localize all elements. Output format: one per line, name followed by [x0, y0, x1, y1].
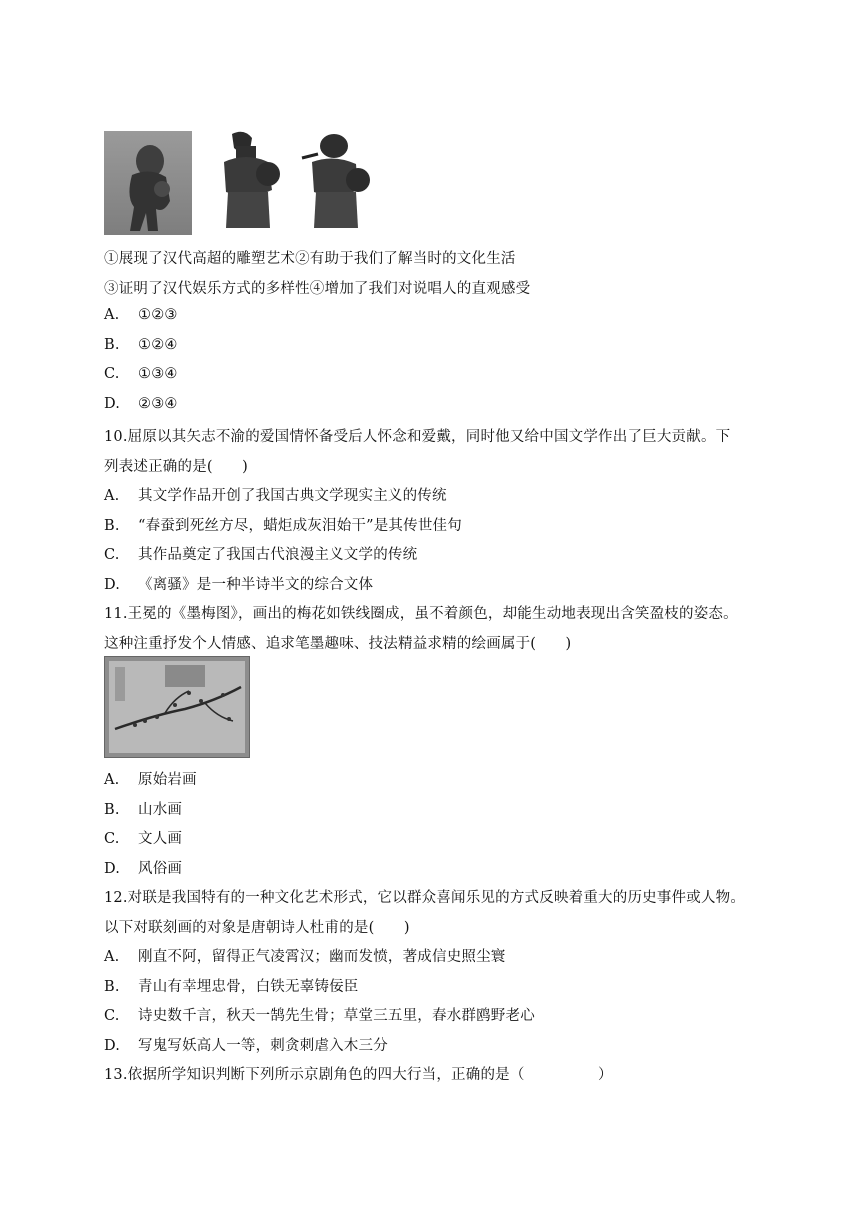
- q11-option-c[interactable]: [104, 827, 182, 848]
- option-label: C.: [104, 547, 120, 563]
- q11-option-a[interactable]: [104, 768, 197, 789]
- option-label: D.: [104, 861, 121, 877]
- option-label: B.: [104, 518, 120, 534]
- q12-stem-line1: 12.对联是我国特有的一种文化艺术形式，它以群众喜闻乐见的方式反映着重大的历史事件或人物。: [104, 890, 746, 906]
- q11-option-b[interactable]: [104, 798, 182, 819]
- option-text: 山水画: [138, 802, 183, 818]
- q13-stem-line1: 13.依据所学知识判断下列所示京剧角色的四大行当，正确的是（ ）: [104, 1067, 613, 1083]
- option-text: 其作品奠定了我国古代浪漫主义文学的传统: [138, 547, 418, 563]
- option-label: C.: [104, 366, 120, 382]
- option-text: ①②④: [138, 337, 178, 353]
- q12-option-d[interactable]: [104, 1034, 388, 1055]
- storyteller-statue-side: [210, 128, 284, 232]
- option-text: 青山有幸埋忠骨，白铁无辜铸佞臣: [138, 979, 359, 995]
- q12-option-c[interactable]: [104, 1004, 535, 1025]
- option-label: D.: [104, 396, 121, 412]
- option-text: 原始岩画: [138, 772, 197, 788]
- option-label: A.: [104, 772, 120, 788]
- q12-stem-line2: 以下对联刻画的对象是唐朝诗人杜甫的是( ): [104, 920, 410, 936]
- q9-option-a[interactable]: [104, 307, 178, 323]
- option-text: ②③④: [138, 396, 178, 412]
- option-text: 刚直不阿，留得正气凌霄汉；幽而发愤，著成信史照尘寰: [138, 949, 506, 965]
- option-text: 《离骚》是一种半诗半文的综合文体: [138, 577, 374, 593]
- q9-option-d[interactable]: [104, 396, 178, 412]
- q10-stem-line1: 10.屈原以其矢志不渝的爱国情怀备受后人怀念和爱戴，同时他又给中国文学作出了巨大贡献。下: [104, 429, 731, 445]
- q12-option-a[interactable]: [104, 945, 506, 966]
- option-text: 风俗画: [138, 861, 183, 877]
- q10-option-b[interactable]: [104, 514, 462, 535]
- q10-stem-line2: 列表述正确的是( ): [104, 459, 249, 475]
- q10-option-c[interactable]: [104, 543, 417, 564]
- option-label: A.: [104, 307, 120, 323]
- option-label: D.: [104, 577, 121, 593]
- ink-plum-painting: [104, 656, 250, 758]
- option-text: 其文学作品开创了我国古典文学现实主义的传统: [138, 488, 447, 504]
- option-text: 文人画: [138, 831, 183, 847]
- option-label: D.: [104, 1038, 121, 1054]
- option-label: A.: [104, 488, 120, 504]
- option-label: B.: [104, 802, 120, 818]
- option-text: ①②③: [138, 307, 178, 323]
- storyteller-statue-photo: [104, 131, 192, 235]
- option-label: B.: [104, 337, 120, 353]
- option-text: 诗史数千言，秋天一鹄先生骨；草堂三五里，春水群鸥野老心: [138, 1008, 535, 1024]
- q10-option-a[interactable]: [104, 484, 447, 505]
- q9-option-b[interactable]: [104, 337, 178, 353]
- storyteller-statue-front: [298, 128, 372, 232]
- q9-statements-line1: ①展现了汉代高超的雕塑艺术②有助于我们了解当时的文化生活: [104, 251, 516, 267]
- option-label: B.: [104, 979, 120, 995]
- q10-option-d[interactable]: [104, 573, 373, 594]
- option-text: ①③④: [138, 366, 178, 382]
- q9-statements-line2: ③证明了汉代娱乐方式的多样性④增加了我们对说唱人的直观感受: [104, 281, 531, 297]
- option-label: A.: [104, 949, 120, 965]
- option-label: C.: [104, 831, 120, 847]
- q11-option-d[interactable]: [104, 857, 182, 878]
- option-label: C.: [104, 1008, 120, 1024]
- option-text: 写鬼写妖高人一等，刺贪刺虐入木三分: [138, 1038, 388, 1054]
- q11-stem-line1: 11.王冕的《墨梅图》，画出的梅花如铁线圈成，虽不着颜色，却能生动地表现出含笑盈枝的姿态。: [104, 606, 738, 622]
- option-text: “春蚕到死丝方尽，蜡炬成灰泪始干”是其传世佳句: [138, 518, 462, 534]
- q12-option-b[interactable]: [104, 975, 359, 996]
- q9-option-c[interactable]: [104, 366, 178, 382]
- q11-stem-line2: 这种注重抒发个人情感、追求笔墨趣味、技法精益求精的绘画属于( ): [104, 636, 572, 652]
